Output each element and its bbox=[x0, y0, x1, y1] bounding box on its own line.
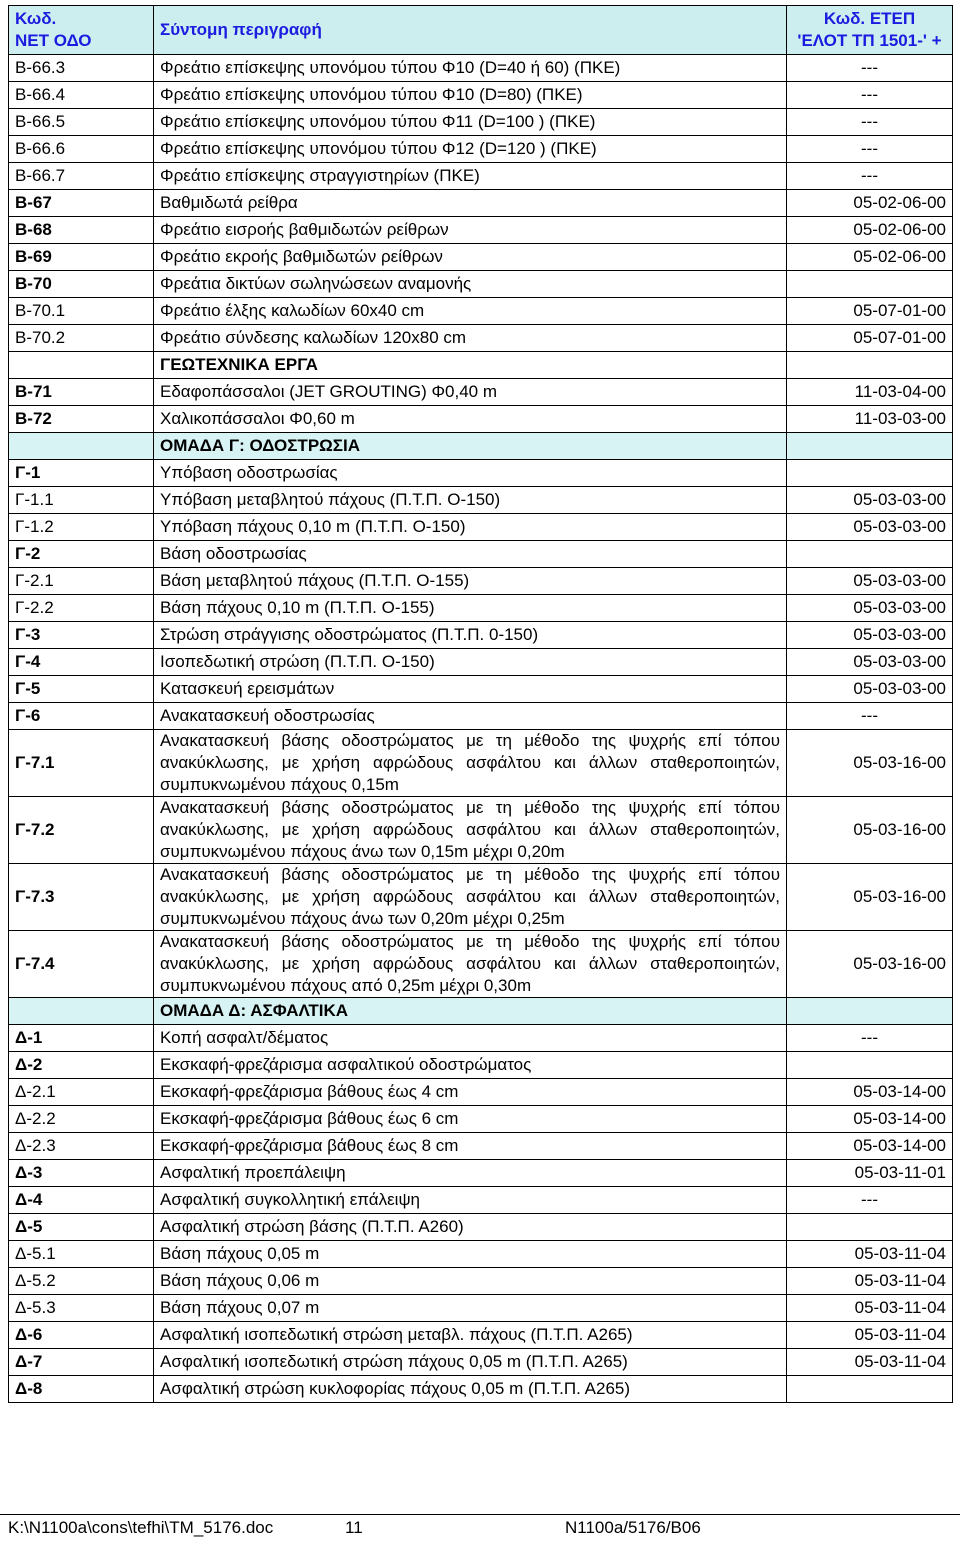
cell-description: Κοπή ασφαλτ/δέματος bbox=[154, 1025, 787, 1052]
cell-code-net: Δ-5.3 bbox=[9, 1295, 154, 1322]
cell-code-etep bbox=[787, 271, 953, 298]
table-row bbox=[9, 298, 953, 325]
cell-code-etep: --- bbox=[787, 109, 953, 136]
cell-description: Ανακατασκευή βάσης οδοστρώματος με τη μέθοδο της ψυχρής επί τόπου ανακύκλωσης, με χρήση αφρώδους ασφάλτου και άλλων σταθεροποιητών, συμπυκνωμένου πάχους άνω των 0,15m μέχρι 0,20m bbox=[154, 797, 787, 864]
cell-code-net: Β-67 bbox=[9, 190, 154, 217]
cell-code-net: Γ-2.2 bbox=[9, 595, 154, 622]
cell-description: Υπόβαση πάχους 0,10 m (Π.Τ.Π. Ο-150) bbox=[154, 514, 787, 541]
cell-code-net: Β-70 bbox=[9, 271, 154, 298]
cell-code-etep: --- bbox=[787, 82, 953, 109]
cell-description: Εκσκαφή-φρεζάρισμα βάθους έως 8 cm bbox=[154, 1133, 787, 1160]
cell-description: Ισοπεδωτική στρώση (Π.Τ.Π. Ο-150) bbox=[154, 649, 787, 676]
cell-code-net: Γ-7.3 bbox=[9, 864, 154, 931]
table-row bbox=[9, 1214, 953, 1241]
table-row bbox=[9, 163, 953, 190]
cell-description: Ασφαλτική ισοπεδωτική στρώση μεταβλ. πάχους (Π.Τ.Π. Α265) bbox=[154, 1322, 787, 1349]
cell-code-etep: 05-03-14-00 bbox=[787, 1079, 953, 1106]
table-row bbox=[9, 1052, 953, 1079]
items-table bbox=[8, 5, 953, 1403]
cell-code-etep bbox=[787, 352, 953, 379]
header-description: Σύντομη περιγραφή bbox=[154, 6, 787, 55]
cell-description: Βάση οδοστρωσίας bbox=[154, 541, 787, 568]
cell-description: ΟΜΑΔΑ Γ: ΟΔΟΣΤΡΩΣΙΑ bbox=[154, 433, 787, 460]
cell-code-etep: 05-03-03-00 bbox=[787, 676, 953, 703]
cell-code-etep: 05-03-11-04 bbox=[787, 1349, 953, 1376]
cell-description: Βάση πάχους 0,06 m bbox=[154, 1268, 787, 1295]
cell-code-net: Γ-1.2 bbox=[9, 514, 154, 541]
cell-description: Φρεάτιο έλξης καλωδίων 60x40 cm bbox=[154, 298, 787, 325]
cell-code-net: Β-69 bbox=[9, 244, 154, 271]
cell-code-etep bbox=[787, 1376, 953, 1403]
cell-code-net bbox=[9, 433, 154, 460]
table-row bbox=[9, 1187, 953, 1214]
cell-code-etep: --- bbox=[787, 136, 953, 163]
cell-description: Φρεάτια δικτύων σωληνώσεων αναμονής bbox=[154, 271, 787, 298]
table-row bbox=[9, 55, 953, 82]
cell-code-net: Δ-1 bbox=[9, 1025, 154, 1052]
cell-description: Χαλικοπάσσαλοι Φ0,60 m bbox=[154, 406, 787, 433]
cell-code-net bbox=[9, 352, 154, 379]
header-code-net: Κωδ. ΝΕΤ ΟΔΟ bbox=[9, 6, 154, 55]
group-heading-row bbox=[9, 998, 953, 1025]
cell-code-etep: --- bbox=[787, 1187, 953, 1214]
cell-description: Κατασκευή ερεισμάτων bbox=[154, 676, 787, 703]
cell-code-net: Β-70.2 bbox=[9, 325, 154, 352]
cell-code-etep: 05-03-03-00 bbox=[787, 622, 953, 649]
cell-code-net: Γ-7.2 bbox=[9, 797, 154, 864]
table-row bbox=[9, 136, 953, 163]
cell-description: Ασφαλτική στρώση κυκλοφορίας πάχους 0,05 m (Π.Τ.Π. Α265) bbox=[154, 1376, 787, 1403]
table-row bbox=[9, 514, 953, 541]
cell-code-etep: --- bbox=[787, 55, 953, 82]
cell-code-net: Γ-2 bbox=[9, 541, 154, 568]
cell-code-etep: 05-03-03-00 bbox=[787, 568, 953, 595]
table-row bbox=[9, 244, 953, 271]
cell-description: Ανακατασκευή οδοστρωσίας bbox=[154, 703, 787, 730]
cell-code-net: Β-71 bbox=[9, 379, 154, 406]
table-row bbox=[9, 595, 953, 622]
cell-code-net: Δ-2.1 bbox=[9, 1079, 154, 1106]
cell-code-etep: 05-07-01-00 bbox=[787, 298, 953, 325]
footer-page-number: 11 bbox=[345, 1518, 363, 1537]
table-body bbox=[9, 55, 953, 1403]
cell-code-net: Β-70.1 bbox=[9, 298, 154, 325]
cell-description: Εκσκαφή-φρεζάρισμα βάθους έως 4 cm bbox=[154, 1079, 787, 1106]
header-code-etep: Κωδ. ΕΤΕΠ 'ΕΛΟΤ ΤΠ 1501-' + bbox=[787, 6, 953, 55]
cell-description: Ανακατασκευή βάσης οδοστρώματος με τη μέθοδο της ψυχρής επί τόπου ανακύκλωσης, με χρήση αφρώδους ασφάλτου και άλλων σταθεροποιητών, συμπυκνωμένου πάχους 0,15m bbox=[154, 730, 787, 797]
cell-description: Εδαφοπάσσαλοι (JET GROUTING) Φ0,40 m bbox=[154, 379, 787, 406]
cell-code-net: Δ-6 bbox=[9, 1322, 154, 1349]
cell-description: Βαθμιδωτά ρείθρα bbox=[154, 190, 787, 217]
cell-code-etep bbox=[787, 433, 953, 460]
cell-code-net: Δ-3 bbox=[9, 1160, 154, 1187]
cell-description: Βάση πάχους 0,07 m bbox=[154, 1295, 787, 1322]
cell-code-net: Γ-3 bbox=[9, 622, 154, 649]
cell-description: ΟΜΑΔΑ Δ: ΑΣΦΑΛΤΙΚΑ bbox=[154, 998, 787, 1025]
cell-description: Φρεάτιο επίσκεψης στραγγιστηρίων (ΠΚΕ) bbox=[154, 163, 787, 190]
cell-code-etep: 05-03-14-00 bbox=[787, 1133, 953, 1160]
table-row bbox=[9, 649, 953, 676]
table-row bbox=[9, 109, 953, 136]
table-row bbox=[9, 1079, 953, 1106]
cell-code-etep: --- bbox=[787, 1025, 953, 1052]
cell-code-net: Δ-2 bbox=[9, 1052, 154, 1079]
cell-code-etep: 05-03-16-00 bbox=[787, 931, 953, 998]
cell-description: Ασφαλτική συγκολλητική επάλειψη bbox=[154, 1187, 787, 1214]
cell-code-net: Β-68 bbox=[9, 217, 154, 244]
table-row bbox=[9, 325, 953, 352]
table-row bbox=[9, 703, 953, 730]
cell-code-etep: 05-02-06-00 bbox=[787, 244, 953, 271]
cell-code-net: Β-66.7 bbox=[9, 163, 154, 190]
page-footer bbox=[0, 1514, 960, 1539]
group-heading-row bbox=[9, 433, 953, 460]
cell-description: Φρεάτιο εκροής βαθμιδωτών ρείθρων bbox=[154, 244, 787, 271]
cell-code-etep: --- bbox=[787, 703, 953, 730]
cell-description: Ασφαλτική στρώση βάσης (Π.Τ.Π. Α260) bbox=[154, 1214, 787, 1241]
table-row bbox=[9, 1349, 953, 1376]
table-row bbox=[9, 1106, 953, 1133]
cell-code-net: Δ-4 bbox=[9, 1187, 154, 1214]
cell-code-net: Δ-2.2 bbox=[9, 1106, 154, 1133]
cell-code-etep bbox=[787, 1052, 953, 1079]
cell-code-etep: 05-03-03-00 bbox=[787, 487, 953, 514]
cell-code-etep: 05-03-16-00 bbox=[787, 797, 953, 864]
cell-description: ΓΕΩΤΕΧΝΙΚΑ ΕΡΓΑ bbox=[154, 352, 787, 379]
cell-code-net: Δ-2.3 bbox=[9, 1133, 154, 1160]
cell-description: Υπόβαση οδοστρωσίας bbox=[154, 460, 787, 487]
table-row bbox=[9, 797, 953, 864]
cell-code-net: Γ-4 bbox=[9, 649, 154, 676]
cell-description: Φρεάτιο επίσκεψης υπονόμου τύπου Φ10 (D=40 ή 60) (ΠΚΕ) bbox=[154, 55, 787, 82]
table-row bbox=[9, 931, 953, 998]
cell-code-etep: 11-03-03-00 bbox=[787, 406, 953, 433]
cell-code-net: Δ-5.2 bbox=[9, 1268, 154, 1295]
table-row bbox=[9, 730, 953, 797]
cell-description: Φρεάτιο σύνδεσης καλωδίων 120x80 cm bbox=[154, 325, 787, 352]
table-row bbox=[9, 676, 953, 703]
cell-code-net: Γ-7.1 bbox=[9, 730, 154, 797]
table-row bbox=[9, 864, 953, 931]
cell-code-net: Β-66.4 bbox=[9, 82, 154, 109]
cell-description: Ανακατασκευή βάσης οδοστρώματος με τη μέθοδο της ψυχρής επί τόπου ανακύκλωσης, με χρήση αφρώδους ασφάλτου και άλλων σταθεροποιητών, συμπυκνωμένου πάχους από 0,25m μέχρι 0,30m bbox=[154, 931, 787, 998]
cell-description: Βάση μεταβλητού πάχους (Π.Τ.Π. Ο-155) bbox=[154, 568, 787, 595]
cell-description: Υπόβαση μεταβλητού πάχους (Π.Τ.Π. Ο-150) bbox=[154, 487, 787, 514]
cell-code-net: Δ-7 bbox=[9, 1349, 154, 1376]
cell-code-etep: 05-03-11-04 bbox=[787, 1295, 953, 1322]
cell-code-etep: 05-03-03-00 bbox=[787, 595, 953, 622]
cell-code-etep: 05-03-16-00 bbox=[787, 864, 953, 931]
cell-description: Ανακατασκευή βάσης οδοστρώματος με τη μέθοδο της ψυχρής επί τόπου ανακύκλωσης, με χρήση αφρώδους ασφάλτου και άλλων σταθεροποιητών, συμπυκνωμένου πάχους άνω των 0,20m μέχρι 0,25m bbox=[154, 864, 787, 931]
cell-code-etep: 05-03-16-00 bbox=[787, 730, 953, 797]
table-row bbox=[9, 1133, 953, 1160]
cell-code-etep: 05-03-14-00 bbox=[787, 1106, 953, 1133]
table-header-row bbox=[9, 6, 953, 55]
table-row bbox=[9, 1241, 953, 1268]
table-row bbox=[9, 217, 953, 244]
table-row bbox=[9, 460, 953, 487]
table-row bbox=[9, 82, 953, 109]
cell-code-net: Δ-5 bbox=[9, 1214, 154, 1241]
cell-code-etep: 11-03-04-00 bbox=[787, 379, 953, 406]
cell-code-net: Γ-1.1 bbox=[9, 487, 154, 514]
table-row bbox=[9, 190, 953, 217]
table-row bbox=[9, 379, 953, 406]
cell-code-etep bbox=[787, 460, 953, 487]
cell-description: Φρεάτιο εισροής βαθμιδωτών ρείθρων bbox=[154, 217, 787, 244]
cell-code-etep: --- bbox=[787, 163, 953, 190]
cell-description: Φρεάτιο επίσκεψης υπονόμου τύπου Φ12 (D=120 ) (ΠΚΕ) bbox=[154, 136, 787, 163]
cell-code-net: Γ-5 bbox=[9, 676, 154, 703]
section-heading-row bbox=[9, 352, 953, 379]
cell-code-etep: 05-02-06-00 bbox=[787, 190, 953, 217]
cell-description: Εκσκαφή-φρεζάρισμα ασφαλτικού οδοστρώματος bbox=[154, 1052, 787, 1079]
cell-code-etep: 05-07-01-00 bbox=[787, 325, 953, 352]
cell-description: Φρεάτιο επίσκεψης υπονόμου τύπου Φ11 (D=100 ) (ΠΚΕ) bbox=[154, 109, 787, 136]
cell-code-etep bbox=[787, 1214, 953, 1241]
cell-code-etep: 05-03-11-04 bbox=[787, 1268, 953, 1295]
table-row bbox=[9, 568, 953, 595]
cell-description: Εκσκαφή-φρεζάρισμα βάθους έως 6 cm bbox=[154, 1106, 787, 1133]
footer-file-path: K:\N1100a\cons\tefhi\TM_5176.doc bbox=[8, 1518, 274, 1537]
table-row bbox=[9, 1025, 953, 1052]
table-row bbox=[9, 406, 953, 433]
cell-code-net: Β-66.5 bbox=[9, 109, 154, 136]
table-row bbox=[9, 1295, 953, 1322]
cell-code-etep: 05-03-11-04 bbox=[787, 1241, 953, 1268]
cell-code-net: Β-66.3 bbox=[9, 55, 154, 82]
cell-code-net: Γ-1 bbox=[9, 460, 154, 487]
cell-code-net: Δ-5.1 bbox=[9, 1241, 154, 1268]
table-row bbox=[9, 1160, 953, 1187]
cell-description: Ασφαλτική προεπάλειψη bbox=[154, 1160, 787, 1187]
cell-code-net: Β-66.6 bbox=[9, 136, 154, 163]
table-row bbox=[9, 1268, 953, 1295]
cell-description: Βάση πάχους 0,10 m (Π.Τ.Π. Ο-155) bbox=[154, 595, 787, 622]
table-row bbox=[9, 271, 953, 298]
cell-code-net: Γ-7.4 bbox=[9, 931, 154, 998]
cell-code-net: Γ-6 bbox=[9, 703, 154, 730]
table-row bbox=[9, 1376, 953, 1403]
cell-code-net bbox=[9, 998, 154, 1025]
table-row bbox=[9, 622, 953, 649]
cell-code-etep: 05-03-03-00 bbox=[787, 514, 953, 541]
cell-code-net: Δ-8 bbox=[9, 1376, 154, 1403]
cell-code-net: Γ-2.1 bbox=[9, 568, 154, 595]
cell-code-etep bbox=[787, 998, 953, 1025]
cell-description: Βάση πάχους 0,05 m bbox=[154, 1241, 787, 1268]
cell-code-etep: 05-02-06-00 bbox=[787, 217, 953, 244]
cell-code-net: Β-72 bbox=[9, 406, 154, 433]
table-row bbox=[9, 487, 953, 514]
cell-description: Ασφαλτική ισοπεδωτική στρώση πάχους 0,05 m (Π.Τ.Π. Α265) bbox=[154, 1349, 787, 1376]
table-row bbox=[9, 541, 953, 568]
cell-description: Στρώση στράγγισης οδοστρώματος (Π.Τ.Π. 0-150) bbox=[154, 622, 787, 649]
cell-code-etep: 05-03-03-00 bbox=[787, 649, 953, 676]
table-row bbox=[9, 1322, 953, 1349]
cell-code-etep: 05-03-11-01 bbox=[787, 1160, 953, 1187]
cell-code-etep: 05-03-11-04 bbox=[787, 1322, 953, 1349]
cell-description: Φρεάτιο επίσκεψης υπονόμου τύπου Φ10 (D=80) (ΠΚΕ) bbox=[154, 82, 787, 109]
footer-document-ref: N1100a/5176/B06 bbox=[565, 1518, 701, 1537]
cell-code-etep bbox=[787, 541, 953, 568]
